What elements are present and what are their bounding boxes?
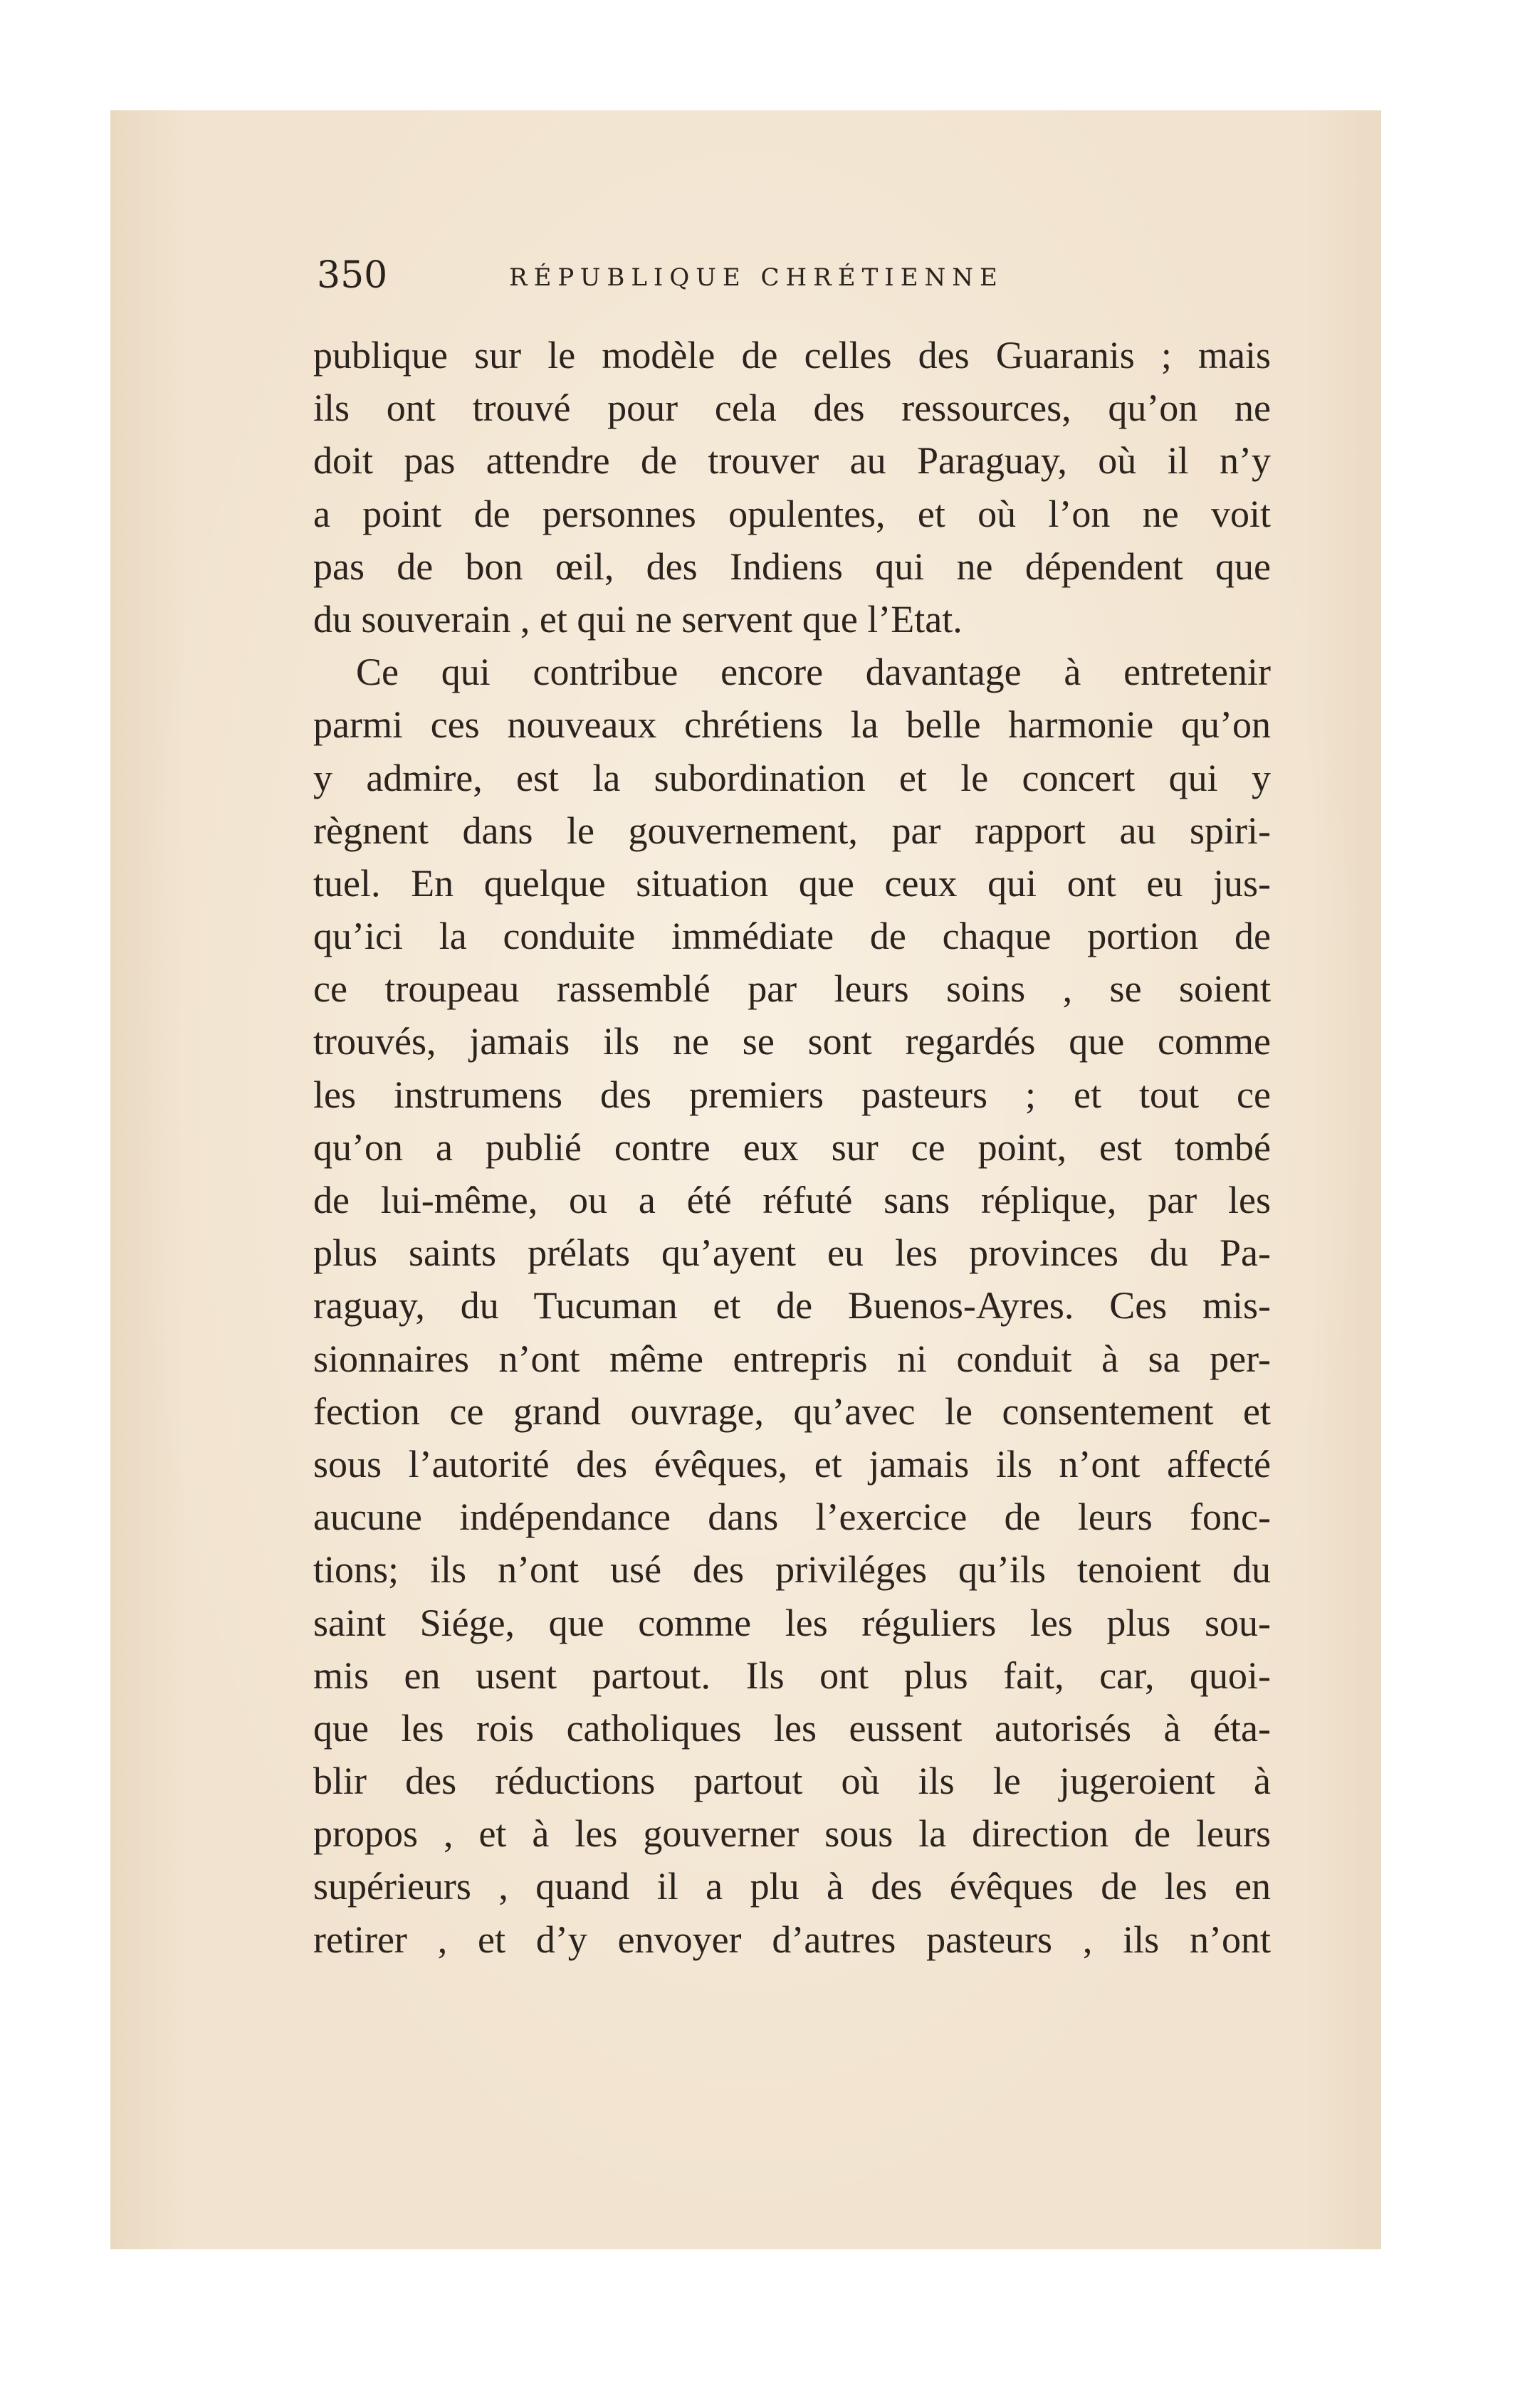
text-line: parmi ces nouveaux chrétiens la belle harmonie qu’on [313, 703, 1271, 747]
text-line: Ce qui contribue encore davantage à entretenir [356, 651, 1271, 694]
text-line: propos , et à les gouverner sous la direction de leurs [313, 1812, 1271, 1856]
text-line: ils ont trouvé pour cela des ressources, qu’on ne [313, 387, 1271, 430]
text-line: plus saints prélats qu’ayent eu les provinces du Pa- [313, 1231, 1271, 1275]
text-line: qu’on a publié contre eux sur ce point, est tombé [313, 1125, 1271, 1169]
text-line: tions; ils n’ont usé des priviléges qu’ils tenoient du [313, 1548, 1271, 1592]
text-line: les instrumens des premiers pasteurs ; et tout ce [313, 1073, 1271, 1116]
text-line: tuel. En quelque situation que ceux qui ont eu jus- [313, 861, 1271, 905]
page-number: 350 [317, 254, 388, 297]
body-text [313, 329, 1271, 1966]
text-line: raguay, du Tucuman et de Buenos-Ayres. Ces mis- [313, 1284, 1271, 1327]
running-head: RÉPUBLIQUE CHRÉTIENNE [509, 263, 1004, 292]
text-line: sionnaires n’ont même entrepris ni conduit à sa per- [313, 1337, 1271, 1380]
text-line: retirer , et d’y envoyer d’autres pasteurs , ils n’ont [313, 1918, 1271, 1961]
text-line: que les rois catholiques les eussent autorisés à éta- [313, 1706, 1271, 1750]
text-line: du souverain , et qui ne servent que l’Etat. [313, 597, 963, 641]
text-line: blir des réductions partout où ils le jugeroient à [313, 1760, 1271, 1803]
page-header [317, 251, 1257, 300]
text-line: publique sur le modèle de celles des Guaranis ; mais [313, 334, 1271, 377]
text-line: de lui-même, ou a été réfuté sans réplique, par les [313, 1179, 1271, 1221]
text-line: a point de personnes opulentes, et où l’on ne voit [313, 492, 1271, 535]
text-line: mis en usent partout. Ils ont plus fait, car, quoi- [313, 1653, 1271, 1697]
text-line: aucune indépendance dans l’exercice de leurs fonc- [313, 1495, 1271, 1539]
text-line: qu’ici la conduite immédiate de chaque portion de [313, 915, 1271, 958]
text-line: pas de bon œil, des Indiens qui ne dépendent que [313, 545, 1271, 588]
text-line: supérieurs , quand il a plu à des évêques de les en [313, 1865, 1271, 1908]
text-line: ce troupeau rassemblé par leurs soins , se soient [313, 967, 1271, 1011]
text-line: règnent dans le gouvernement, par rapport au spiri- [313, 809, 1271, 852]
text-line: trouvés, jamais ils ne se sont regardés que comme [313, 1020, 1271, 1063]
text-line: saint Siége, que comme les réguliers les plus sou- [313, 1601, 1271, 1644]
text-line: doit pas attendre de trouver au Paraguay, où il n’y [313, 439, 1271, 483]
text-line: fection ce grand ouvrage, qu’avec le consentement et [313, 1389, 1271, 1433]
text-line: y admire, est la subordination et le concert qui y [313, 756, 1271, 799]
text-line: sous l’autorité des évêques, et jamais ils n’ont affecté [313, 1442, 1271, 1486]
